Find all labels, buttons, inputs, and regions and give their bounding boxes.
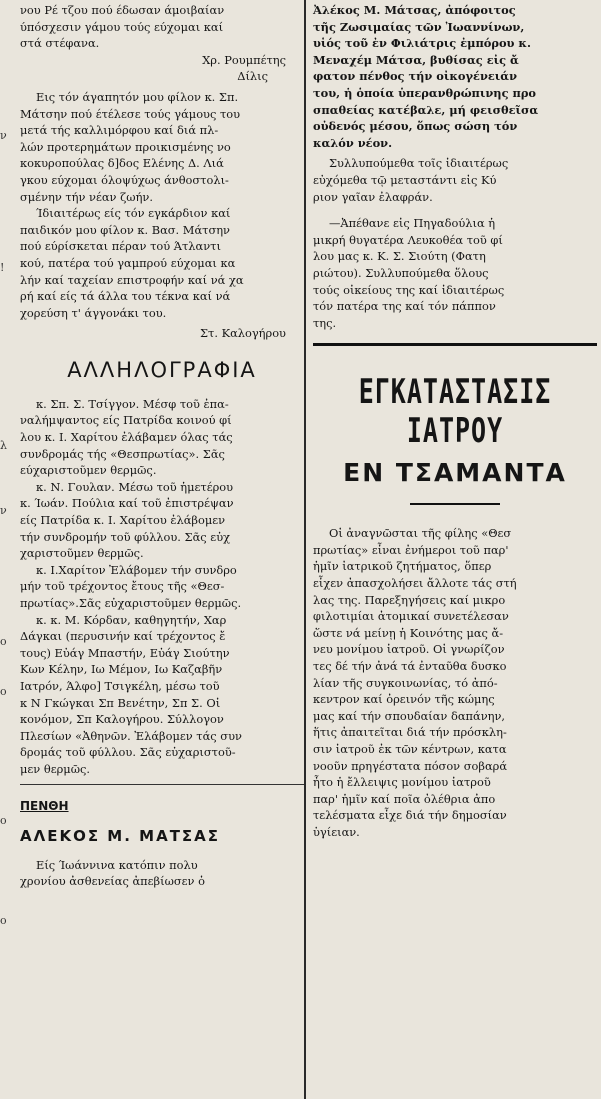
correspondence-item: κ. κ. Μ. Κόρδαν, καθηγητήν, Χαρ Δάγκαι (περυσινήν καί τρέχοντος ἔ τους) Εὐάγ Μπαστήν, Εὐάγ Σιούτην Κων Κέλην, Ιω Μέμον, Ιω Καζαβῆν Ιατρόν, Άλφο] Τσιγκέλη, μέσω τοῦ κ Ν Γκώγκαι Σπ Βενέτην, Σπ Σ. Οἰ κονόμον, Σπ Καλογήρου. Σύλλογον Πλεσίων «Ἀθηνῶν. Ἐλάβομεν τάς συν δρομάς τοῦ φύλλου. Σᾶς εὐχαριστοῦ- μεν θερμῶς.: [20, 612, 242, 776]
heading-underline: [410, 503, 500, 505]
announcement-text: Οἱ ἀναγνῶσται τῆς φίλης «Θεσ πρωτίας» εἶναι ἐνήμεροι τοῦ παρ' ἡμῖν ἰατρικοῦ ζητήματος, ὅπερ εἶχεν ἀπασχολήσει ἄλλοτε τάς στή λας της. Παρεξηγήσεις καί μικρο φιλοτιμίαι ἀτομικαί συνετέλεσαν ὥστε νά μείνῃ ἡ Κοινότης μας ἄ- νευ μονίμου ἰατροῦ. Οἱ γνωρίζον τες δέ τήν ἀνά τά ἐνταῦθα δυσκο λίαν τῆς συγκοινωνίας, τό ἀπό- κεντρον καί ὀρεινόν τῆς κώμης μας καί τήν σπουδαίαν δαπάνην, ἥτις ἀπαιτεῖται διά τήν πρόσκλη- σιν ἰατροῦ ἐκ τῶν κέντρων, κατα νοοῦν πρηγέστατα πόσον σοβαρά ἦτο ἡ ἔλλειψις μονίμου ἰατροῦ παρ' ἡμῖν καί ποῖα ὀλέθρια ἀπο τελέσματα εἶχε διά τήν δημοσίαν ὑγίειαν.: [313, 526, 517, 839]
margin-fragment: ο: [0, 685, 7, 698]
doctor-announcement: [313, 372, 597, 840]
announcement-heading: ΕΓΚΑΤΑΣΤΑΣΙΣ ΙΑΤΡΟΥ: [358, 372, 552, 451]
mourning-heading: ΠΕΝΘΗ: [20, 798, 69, 813]
correspondence-item: κ. Ι.Χαρίτον Ἐλάβομεν τήν συνδρο μήν τοῦ τρέχοντος ἔτους τῆς «Θεσ- πρωτίας».Σᾶς εὐχαριστοῦμεν θερμῶς.: [20, 562, 242, 610]
section-divider: [313, 343, 597, 346]
signature-place: Δίλις: [237, 69, 268, 84]
correspondence-item: κ. Ν. Γουλαν. Μέσω τοῦ ἡμετέρου κ. Ίωάν. Πούλια καί τοῦ ἐπιστρέψαν είς Πατρίδα κ. Ι. Χαρίτου ἐλάβομεν τήν συνδρομήν τοῦ φύλλου. Σᾶς εὐχ χαριστοῦμεν θερμῶς.: [20, 479, 234, 561]
obituary-name-heading: ΑΛΕΚΟΣ Μ. ΜΑΤΣΑΣ: [20, 826, 221, 845]
column-divider: [304, 0, 306, 1099]
margin-fragment: ν: [0, 129, 7, 142]
margin-fragment: λ: [0, 439, 7, 452]
correspondence-heading: ΑΛΛΗΛΟΓΡΑΦΙΑ: [67, 357, 257, 382]
margin-fragment: ο: [0, 635, 7, 648]
wedding-wishes-paragraph: Εις τόν άγαπητόν μου φίλον κ. Σπ. Μάτσην πού έτέλεσε τούς γάμους του μετά τής καλλιμόρφου καί διά πλ- λών προτερημάτων προικισμένης νο κοκυροπούλας δ]δος Ελένης Δ. Λιά γκου εύχομαι όλοψύχως άνθοστολι- σμένην τήν νέαν ζωήν.: [20, 89, 241, 204]
margin-fragment: ο: [0, 814, 7, 827]
condolence-text: Συλλυπούμεθα τοῖς ἰδιαιτέρως εὐχόμεθα τῷ μεταστάντι εἰς Κύ ριον γαῖαν ἐλαφράν.: [313, 156, 509, 204]
correspondence-item: κ. Σπ. Σ. Τσίγγον. Μέσφ τοῦ ἐπα- ναλήμψαντος είς Πατρίδα κοινού φί λου κ. Ι. Χαρίτου ἐλάβαμεν όλας τάς συνδρομάς τής «Θεσπρωτίας». Σᾶς εύχαριστοῦμεν θερμῶς.: [20, 396, 233, 478]
margin-fragment: ν: [0, 504, 7, 517]
margin-fragment: !: [0, 261, 5, 274]
left-column: [14, 0, 304, 1099]
engagement-wishes-ending: νου Ρέ τζου πού έδωσαν άμοιβαίαν ύπόσχεσιν γάμου τούς εύχομαι καί στά στέφανα.: [20, 3, 225, 51]
section-divider: [20, 784, 304, 785]
right-column: [309, 0, 599, 1099]
wedding-wishes-paragraph-2: Ίδιαιτέρως είς τόν εγκάρδιον καί παιδικόν μου φίλον κ. Βασ. Μάτσην πού εύρίσκεται πέραν τού Άτλαντι κού, πατέρα τού γαμπρού εύχομαι κα λήν καί ταχείαν επιστροφήν καί νά χα ρή καί είς τά άλλα του τέκνα καί νά χορεύση τ' άγγονάκι του.: [20, 206, 244, 320]
wedding-wishes-signature: Στ. Καλογήρου: [200, 326, 286, 341]
death-notice: —Ἀπέθανε εἰς Πηγαδούλια ἡ μικρή θυγατέρα Λευκοθέα τοῦ φί λου μας κ. Κ. Σ. Σιούτη (Φατη ριώτου). Συλλυπούμεθα ὅλους τούς οἰκείους της καί ἰδιαιτέρως τόν πατέρα της καί τόν πάππον της.: [313, 216, 505, 330]
margin-fragment: ο: [0, 914, 7, 927]
obituary-text-start: Είς Ίωάννινα κατόπιν πολυ χρονίου ἀσθενείας ἀπεβίωσεν ὁ: [20, 857, 205, 889]
announcement-subheading: ΕΝ ΤΣΑΜΑΝΤΑ: [343, 458, 567, 488]
obituary-text-continued: Ἀλέκος Μ. Μάτσας, ἀπόφοιτος τῆς Ζωσιμαίας τῶν Ἰωαννίνων, υἱός τοῦ ἐν Φιλιάτρις ἐμπόρου κ. Μεναχέμ Μάτσα, βυθίσας εἰς ἄ φατον πένθος τήν οἰκογένειάν του, ἡ ὁποία ὑπερανθρώπινης προ σπαθείας κατέβαλε, μή φεισθεῖσα οὐδενός μέσου, ὅπως σώση τόν καλόν νέον.: [313, 3, 539, 150]
signature-name: Χρ. Ρουμπέτης: [202, 52, 286, 67]
